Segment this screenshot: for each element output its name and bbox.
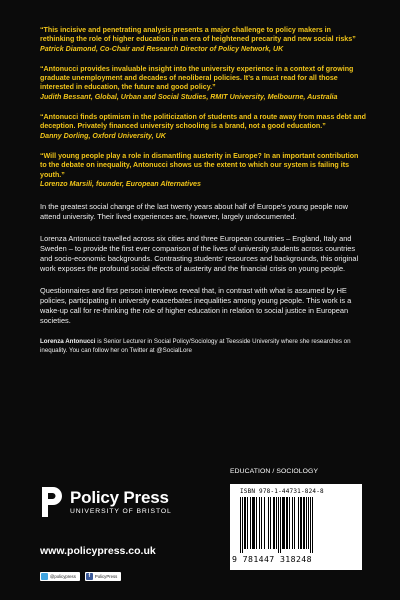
isbn-text: ISBN 978-1-44731-824-8: [240, 488, 324, 495]
facebook-handle: PolicyPress: [94, 574, 118, 579]
cover-text-block: [40, 26, 366, 355]
publisher-logo: [40, 486, 220, 518]
quote-author: Lorenzo Marsili, founder, European Alternatives: [40, 179, 201, 188]
isbn-barcode: [230, 484, 362, 570]
publisher-name: Policy Press: [70, 488, 169, 507]
description-paragraph: Lorenza Antonucci travelled across six cities and three European countries – England, Italy and Sweden – to provide the first ever comparison of the lives of university students across countries and socio-economic backgrounds. Contrasting students’ resources and backgrounds, this original work exposes the profound social effects of austerity and the financial crisis on young people.: [40, 234, 359, 274]
author-bio-text: is Senior Lecturer in Social Policy/Sociology at Teesside University where she researches on inequality. You can follow her on Twitter at @SocialLore: [40, 338, 351, 354]
quote-author: Judith Bessant, Global, Urban and Social Studies, RMIT University, Melbourne, Australia: [40, 92, 338, 101]
twitter-handle: @policypress: [50, 574, 76, 579]
social-links: [40, 572, 121, 581]
quote-text: “Will young people play a role in dismantling austerity in Europe? In an important contribution to the debate on inequality, Antonucci shows us the extent to which our system is failing its youth.”: [40, 151, 359, 179]
twitter-icon: [41, 573, 48, 580]
policy-press-p-icon: [40, 486, 64, 518]
quote-text: “Antonucci finds optimism in the politicization of students and a route away from mass debt and deception. Privately financed university schooling is a brand, not a good education.”: [40, 113, 366, 131]
barcode-digits: 9 781447 318248: [232, 554, 312, 564]
author-bio: [40, 338, 366, 355]
description-paragraph: In the greatest social change of the last twenty years about half of Europe’s young people now attend university. Their lived experiences are, however, largely undocumented.: [40, 202, 349, 222]
publisher-url[interactable]: www.policypress.co.uk: [40, 545, 156, 557]
quote-text: “This incisive and penetrating analysis presents a major challenge to policy makers in rethinking the role of higher education in an era of heightened precarity and new social risks”: [40, 26, 356, 44]
publisher-subtitle: UNIVERSITY OF BRISTOL: [70, 508, 172, 515]
author-name: Lorenza Antonucci: [40, 338, 96, 346]
quote-author: Danny Dorling, Oxford University, UK: [40, 131, 166, 140]
publisher-block: [40, 486, 220, 518]
description-paragraph: Questionnaires and first person interviews reveal that, in contrast with what is assumed by HE policies, participating in university exacerbates inequalities among young people. This work is a wake-up call for re-thinking the role of higher education in relation to social justice in European societies.: [40, 286, 352, 326]
quote-text: “Antonucci provides invaluable insight into the university experience in a context of growing graduate unemployment and decades of neoliberal policies. It’s a must read for all those interested in education, the future and good policy.”: [40, 64, 354, 92]
facebook-link[interactable]: [85, 572, 121, 581]
twitter-link[interactable]: [40, 572, 80, 581]
barcode-icon: [240, 497, 352, 553]
category-label: EDUCATION / SOCIOLOGY: [230, 468, 319, 475]
endorsement-quote: [40, 65, 366, 102]
endorsement-quote: [40, 152, 366, 189]
endorsement-quote: [40, 113, 366, 141]
endorsement-quote: [40, 26, 366, 54]
facebook-icon: f: [86, 573, 93, 580]
quote-author: Patrick Diamond, Co-Chair and Research Director of Policy Network, UK: [40, 44, 284, 53]
